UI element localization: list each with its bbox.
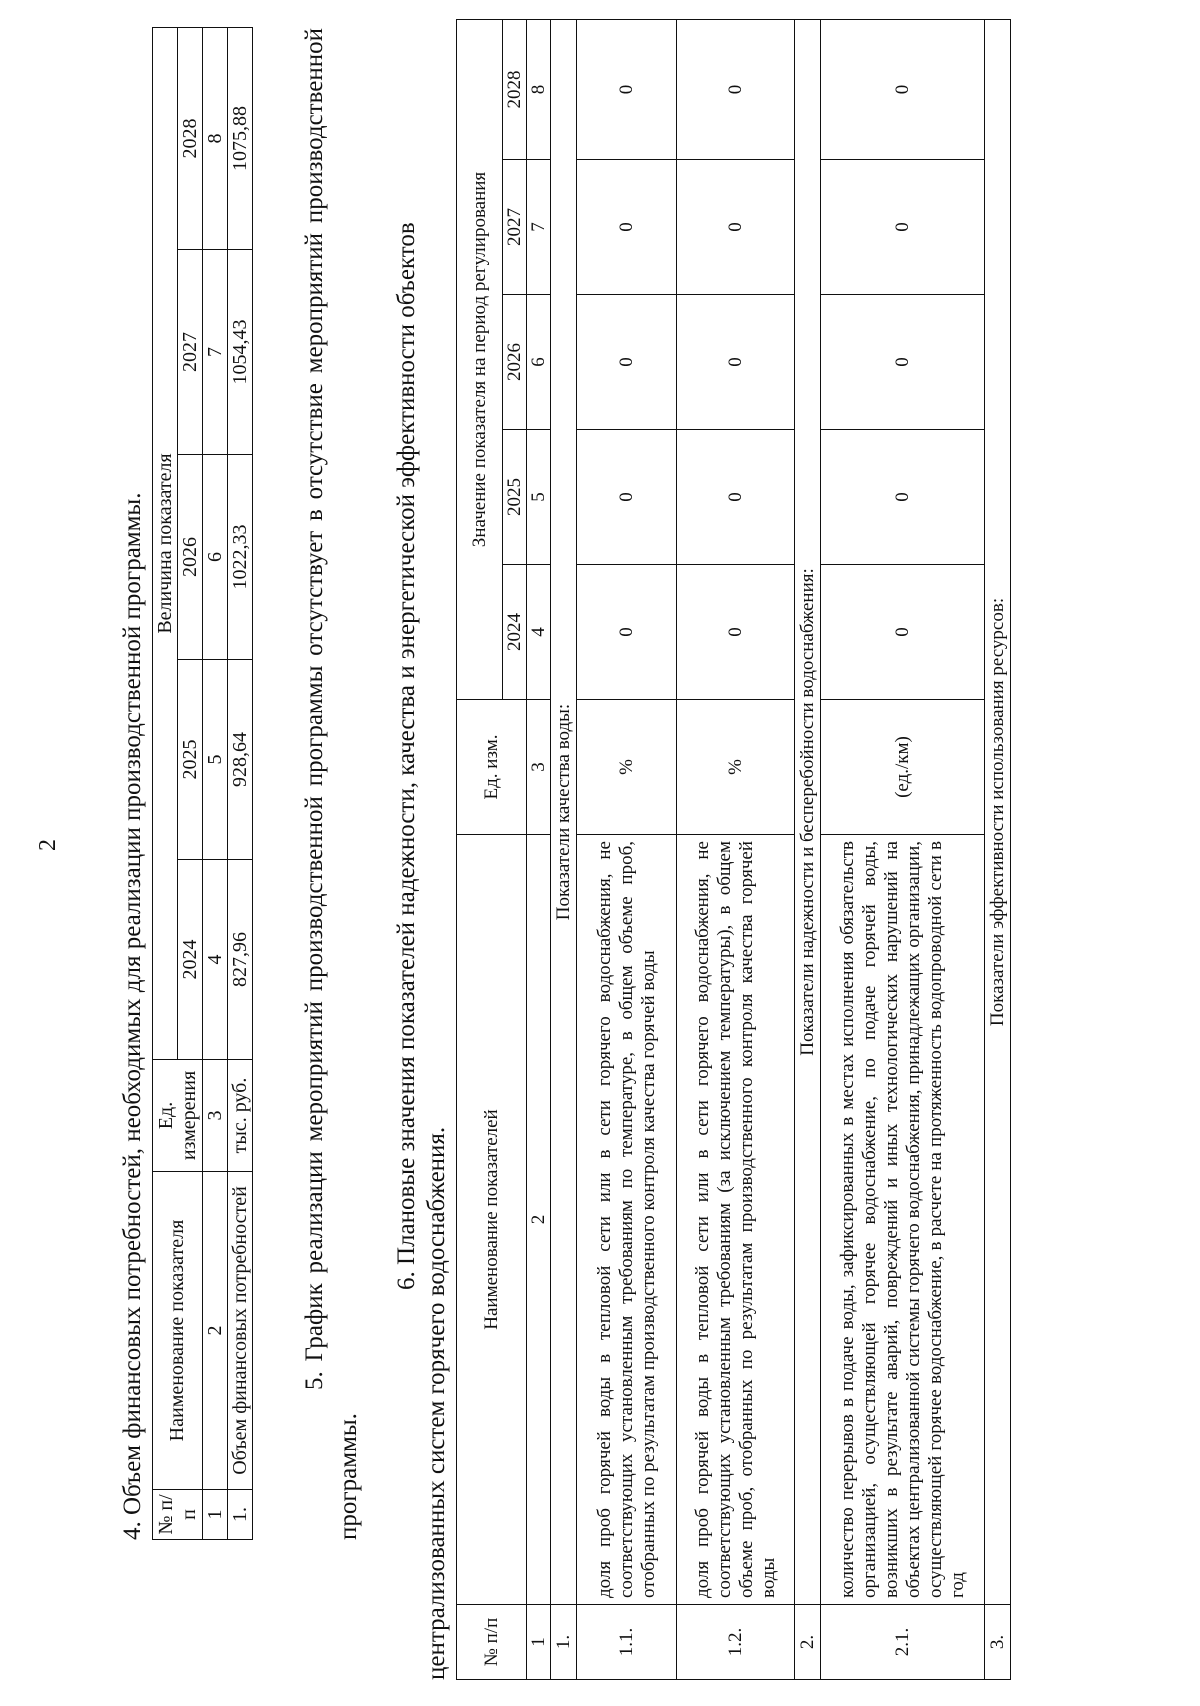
row-value: 0 [677,430,795,565]
row-value: 0 [821,19,985,159]
section-row [985,19,1011,1679]
table-row [577,19,677,1679]
index-cell: 2 [527,835,551,1605]
table-row [821,19,985,1679]
row-name: доля проб горячей воды в тепловой сети или в сети горячего водоснабжения, не соответствующих установленным требованиям (за исключением температуры), в общем объеме проб, отобранных по результатам производственного контроля качества горячей воды [677,835,795,1605]
header-name: Наименование показателя [153,1172,203,1490]
year-cell: 2024 [503,565,527,700]
row-value: 928,64 [228,660,253,860]
year-cell: 2028 [178,28,203,250]
section-num: 1. [551,1605,577,1680]
section-row [551,19,577,1679]
row-value: 0 [821,565,985,700]
index-cell: 7 [203,250,228,455]
year-cell: 2026 [178,455,203,660]
section-num: 3. [985,1605,1011,1680]
index-cell: 7 [527,160,551,295]
row-value: 0 [577,160,677,295]
row-value: 0 [677,160,795,295]
row-value: 0 [577,19,677,159]
row-value: 0 [577,295,677,430]
row-num: 2.1. [821,1605,985,1680]
year-cell: 2028 [503,19,527,159]
row-unit: % [677,700,795,835]
year-cell: 2027 [178,250,203,455]
row-value: 0 [821,295,985,430]
index-cell: 1 [527,1605,551,1680]
row-unit: (ед./км) [821,700,985,835]
year-cell: 2025 [178,660,203,860]
year-cell: 2027 [503,160,527,295]
row-value: 0 [577,565,677,700]
header-num: № п/п [153,1490,203,1540]
header-num: № п/п [457,1605,527,1680]
index-cell: 8 [203,28,228,250]
row-value: 0 [821,430,985,565]
index-cell: 1 [203,1490,228,1540]
index-cell: 4 [527,565,551,700]
header-values: Значение показателя на период регулирования [457,19,503,699]
row-value: 827,96 [228,860,253,1060]
page-number: 2 [35,839,61,851]
row-unit: % [577,700,677,835]
table-index-row [527,19,551,1679]
index-cell: 6 [527,295,551,430]
header-unit: Ед. измерения [153,1060,203,1172]
table-header-row [457,19,503,1679]
section-title: Показатели эффективности использования ресурсов: [985,19,1011,1604]
table-header-row [153,28,178,1540]
index-cell: 5 [527,430,551,565]
financial-needs-table [152,27,253,1540]
row-value: 0 [677,565,795,700]
row-value: 1054,43 [228,250,253,455]
row-value: 1075,88 [228,28,253,250]
index-cell: 2 [203,1172,228,1490]
table-index-row [203,28,228,1540]
section6-heading: 6. Плановые значения показателей надежности, качества и энергетической эффективности объектов централизованных систем горячего водоснабжения. [393,222,450,1680]
section-row [795,19,821,1679]
section-num: 2. [795,1605,821,1680]
index-cell: 3 [203,1060,228,1172]
row-unit: тыс. руб. [228,1060,253,1172]
year-cell: 2025 [503,430,527,565]
index-cell: 4 [203,860,228,1060]
row-num: 1. [228,1490,253,1540]
table-row [677,19,795,1679]
year-cell: 2026 [503,295,527,430]
index-cell: 5 [203,660,228,860]
row-name: доля проб горячей воды в тепловой сети или в сети горячего водоснабжения, не соответствующих установленным требованиям по температуре, в общем объеме проб, отобранных по результатам производственного контроля качества горячей воды [577,835,677,1605]
section-title: Показатели надежности и бесперебойности водоснабжения: [795,19,821,1604]
row-value: 1022,33 [228,455,253,660]
row-num: 1.1. [577,1605,677,1680]
row-value: 0 [821,160,985,295]
section4-heading: 4. Объем финансовых потребностей, необходимых для реализации производственной программы. [119,492,146,1540]
indicators-table [456,19,1011,1680]
index-cell: 6 [203,455,228,660]
row-name: Объем финансовых потребностей [228,1172,253,1490]
index-cell: 3 [527,700,551,835]
row-name: количество перерывов в подаче воды, зафиксированных в местах исполнения обязательств организацией, осуществляющей горячее водоснабжение, по подаче горячей воды, возникших в результате аварий, повреждений и иных технологических нарушений на объектах централизованной системы горячего водоснабжения, принадлежащих организации, осуществляющей горячее водоснабжение, в расчете на протяженность водопроводной сети в год [821,835,985,1605]
table-row [228,28,253,1540]
row-num: 1.2. [677,1605,795,1680]
header-values: Величина показателя [153,28,178,1060]
index-cell: 8 [527,19,551,159]
row-value: 0 [677,19,795,159]
row-value: 0 [677,295,795,430]
section-title: Показатели качества воды: [551,19,577,1604]
section5-text: 5. График реализации мероприятий производственной программы отсутствует в отсутствие мероприятий производственной программы. [301,28,362,1540]
header-name: Наименование показателей [457,835,527,1605]
row-value: 0 [577,430,677,565]
year-cell: 2024 [178,860,203,1060]
header-unit: Ед. изм. [457,700,527,835]
